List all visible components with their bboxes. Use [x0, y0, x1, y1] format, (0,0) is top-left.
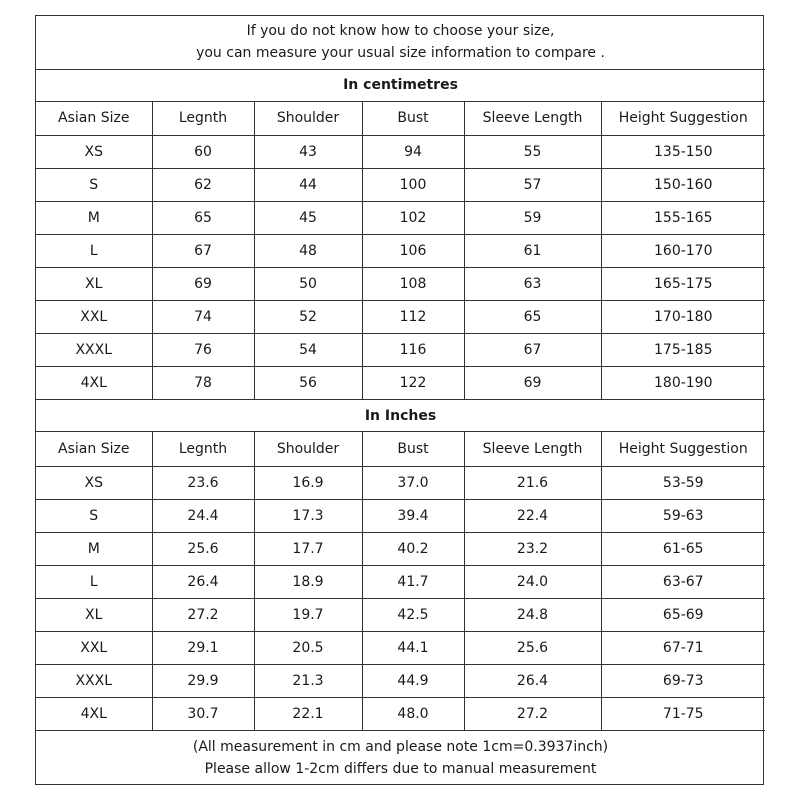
- cell-sleeve-length: 22.4: [464, 499, 601, 532]
- cell-bust: 94: [362, 135, 464, 168]
- cell-bust: 48.0: [362, 698, 464, 731]
- cell-size: XXL: [36, 631, 152, 664]
- cell-bust: 37.0: [362, 466, 464, 499]
- cell-sleeve-length: 61: [464, 235, 601, 268]
- cell-bust: 42.5: [362, 598, 464, 631]
- cell-size: L: [36, 235, 152, 268]
- cell-bust: 106: [362, 235, 464, 268]
- header-sleeve-length: Sleeve Length: [464, 101, 601, 135]
- cell-sleeve-length: 24.8: [464, 598, 601, 631]
- cell-shoulder: 56: [254, 367, 362, 400]
- cell-size: S: [36, 499, 152, 532]
- header-sleeve-length: Sleeve Length: [464, 432, 601, 466]
- cell-length: 67: [152, 235, 254, 268]
- cell-bust: 108: [362, 268, 464, 301]
- table-row: [36, 268, 765, 301]
- cell-bust: 41.7: [362, 565, 464, 598]
- cell-length: 60: [152, 135, 254, 168]
- cell-shoulder: 17.7: [254, 532, 362, 565]
- cell-bust: 100: [362, 168, 464, 201]
- cell-sleeve-length: 65: [464, 301, 601, 334]
- cell-length: 25.6: [152, 532, 254, 565]
- cell-bust: 39.4: [362, 499, 464, 532]
- cell-shoulder: 45: [254, 201, 362, 234]
- table-row: [36, 235, 765, 268]
- cell-length: 29.9: [152, 665, 254, 698]
- cell-shoulder: 43: [254, 135, 362, 168]
- cell-shoulder: 22.1: [254, 698, 362, 731]
- intro-row: [36, 16, 765, 69]
- cell-length: 65: [152, 201, 254, 234]
- cell-sleeve-length: 67: [464, 334, 601, 367]
- cell-shoulder: 21.3: [254, 665, 362, 698]
- cell-height: 150-160: [601, 168, 765, 201]
- table-row: [36, 334, 765, 367]
- header-length: Legnth: [152, 101, 254, 135]
- size-table: [36, 16, 765, 784]
- cell-length: 78: [152, 367, 254, 400]
- cell-length: 74: [152, 301, 254, 334]
- footer-line-1: (All measurement in cm and please note 1cm=0.3937inch): [192, 738, 609, 755]
- cell-height: 160-170: [601, 235, 765, 268]
- intro-line-2: you can measure your usual size information to compare .: [196, 45, 605, 62]
- size-chart: [35, 15, 764, 785]
- cell-sleeve-length: 24.0: [464, 565, 601, 598]
- cell-length: 27.2: [152, 598, 254, 631]
- table-row: [36, 135, 765, 168]
- header-shoulder: Shoulder: [254, 432, 362, 466]
- table-row: [36, 565, 765, 598]
- cell-height: 180-190: [601, 367, 765, 400]
- cell-sleeve-length: 59: [464, 201, 601, 234]
- cell-sleeve-length: 57: [464, 168, 601, 201]
- header-height-suggestion: Height Suggestion: [601, 101, 765, 135]
- cell-shoulder: 54: [254, 334, 362, 367]
- cm-header-row: [36, 101, 765, 135]
- cell-size: 4XL: [36, 698, 152, 731]
- header-bust: Bust: [362, 432, 464, 466]
- cell-height: 71-75: [601, 698, 765, 731]
- cell-size: 4XL: [36, 367, 152, 400]
- table-row: [36, 598, 765, 631]
- cell-bust: 112: [362, 301, 464, 334]
- cell-size: S: [36, 168, 152, 201]
- cell-size: XXL: [36, 301, 152, 334]
- inch-section-title-row: [36, 400, 765, 432]
- cell-length: 26.4: [152, 565, 254, 598]
- cell-shoulder: 16.9: [254, 466, 362, 499]
- cell-sleeve-length: 27.2: [464, 698, 601, 731]
- intro-text: [36, 16, 765, 69]
- cell-shoulder: 18.9: [254, 565, 362, 598]
- cell-sleeve-length: 69: [464, 367, 601, 400]
- footer-line-2: Please allow 1-2cm differs due to manual measurement: [204, 760, 597, 777]
- table-row: [36, 301, 765, 334]
- cell-length: 30.7: [152, 698, 254, 731]
- cell-bust: 44.9: [362, 665, 464, 698]
- cell-bust: 40.2: [362, 532, 464, 565]
- cell-bust: 102: [362, 201, 464, 234]
- cell-size: M: [36, 532, 152, 565]
- header-length: Legnth: [152, 432, 254, 466]
- header-asian-size: Asian Size: [36, 432, 152, 466]
- header-bust: Bust: [362, 101, 464, 135]
- cell-height: 61-65: [601, 532, 765, 565]
- table-row: [36, 631, 765, 664]
- cell-height: 53-59: [601, 466, 765, 499]
- cell-length: 23.6: [152, 466, 254, 499]
- table-row: [36, 499, 765, 532]
- cell-size: XXXL: [36, 665, 152, 698]
- cell-size: XS: [36, 466, 152, 499]
- cell-height: 170-180: [601, 301, 765, 334]
- cell-height: 69-73: [601, 665, 765, 698]
- cell-sleeve-length: 23.2: [464, 532, 601, 565]
- table-row: [36, 168, 765, 201]
- header-height-suggestion: Height Suggestion: [601, 432, 765, 466]
- cell-size: L: [36, 565, 152, 598]
- table-row: [36, 367, 765, 400]
- footer-note: [36, 731, 765, 784]
- table-row: [36, 698, 765, 731]
- inch-header-row: [36, 432, 765, 466]
- cell-height: 59-63: [601, 499, 765, 532]
- cell-height: 175-185: [601, 334, 765, 367]
- cell-shoulder: 44: [254, 168, 362, 201]
- cell-bust: 122: [362, 367, 464, 400]
- cell-height: 63-67: [601, 565, 765, 598]
- cell-length: 29.1: [152, 631, 254, 664]
- cell-size: XL: [36, 268, 152, 301]
- cell-shoulder: 50: [254, 268, 362, 301]
- cell-height: 65-69: [601, 598, 765, 631]
- cell-size: XXXL: [36, 334, 152, 367]
- cell-size: XS: [36, 135, 152, 168]
- cell-shoulder: 48: [254, 235, 362, 268]
- table-row: [36, 665, 765, 698]
- cell-sleeve-length: 26.4: [464, 665, 601, 698]
- table-row: [36, 201, 765, 234]
- cell-length: 62: [152, 168, 254, 201]
- intro-line-1: If you do not know how to choose your size,: [246, 23, 555, 40]
- cm-section-title: In centimetres: [36, 69, 765, 101]
- cell-height: 155-165: [601, 201, 765, 234]
- cell-shoulder: 17.3: [254, 499, 362, 532]
- cell-height: 135-150: [601, 135, 765, 168]
- cell-shoulder: 52: [254, 301, 362, 334]
- cell-length: 69: [152, 268, 254, 301]
- cell-sleeve-length: 21.6: [464, 466, 601, 499]
- cell-size: XL: [36, 598, 152, 631]
- inch-section-title: In Inches: [36, 400, 765, 432]
- footer-row: [36, 731, 765, 784]
- cell-sleeve-length: 55: [464, 135, 601, 168]
- cell-bust: 44.1: [362, 631, 464, 664]
- cell-shoulder: 20.5: [254, 631, 362, 664]
- cell-shoulder: 19.7: [254, 598, 362, 631]
- cell-length: 76: [152, 334, 254, 367]
- cell-bust: 116: [362, 334, 464, 367]
- cell-length: 24.4: [152, 499, 254, 532]
- table-row: [36, 466, 765, 499]
- header-shoulder: Shoulder: [254, 101, 362, 135]
- cell-sleeve-length: 63: [464, 268, 601, 301]
- header-asian-size: Asian Size: [36, 101, 152, 135]
- table-row: [36, 532, 765, 565]
- cm-section-title-row: [36, 69, 765, 101]
- cell-sleeve-length: 25.6: [464, 631, 601, 664]
- cell-size: M: [36, 201, 152, 234]
- cell-height: 165-175: [601, 268, 765, 301]
- cell-height: 67-71: [601, 631, 765, 664]
